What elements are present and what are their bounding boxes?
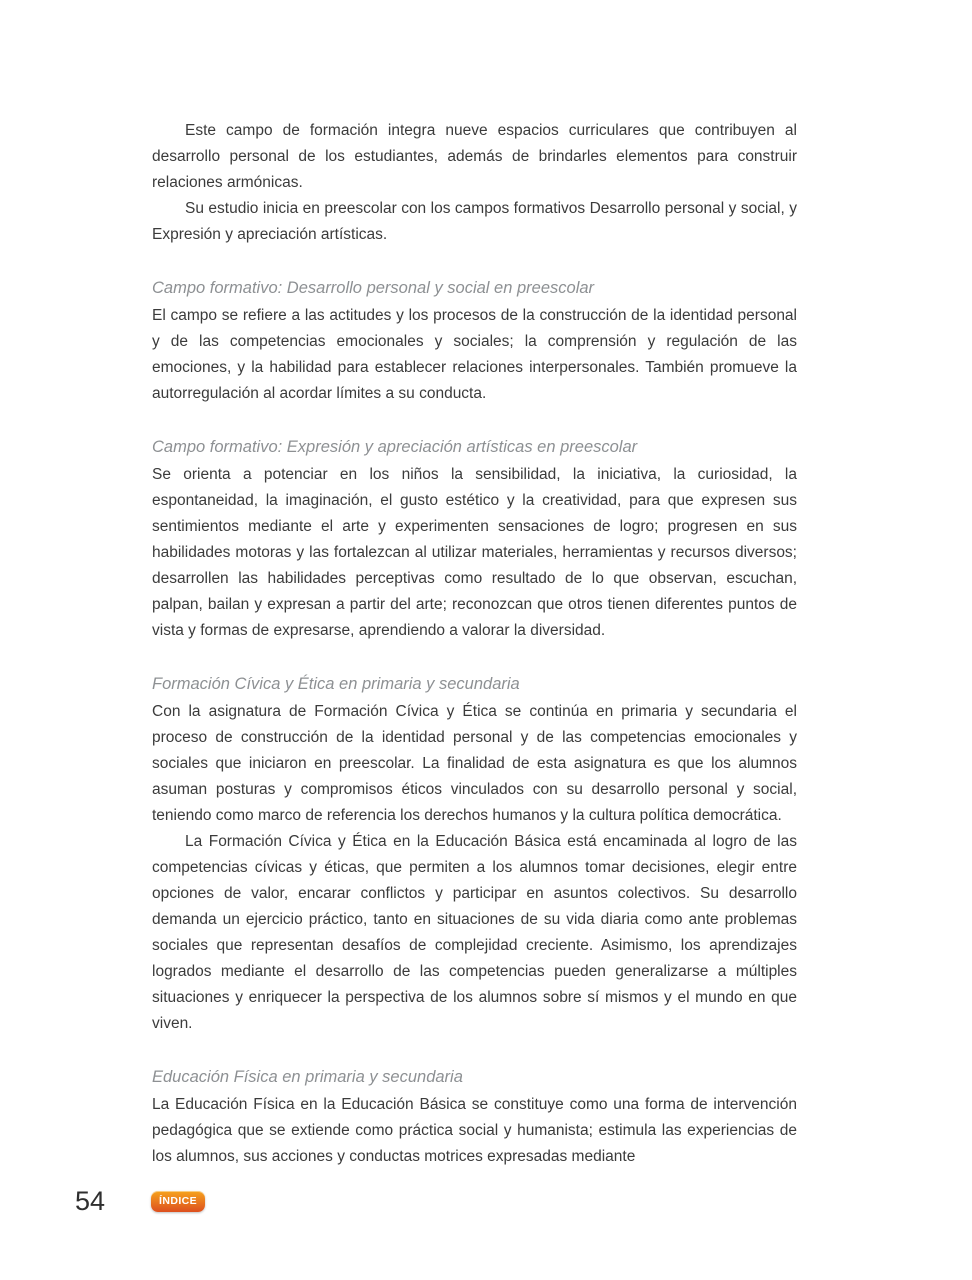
section-paragraph: La Formación Cívica y Ética en la Educación Básica está encaminada al logro de las competencias cívicas y éticas, que permiten a los alumnos tomar decisiones, elegir entre opciones de valor, encarar conflictos y participar en asuntos colectivos. Su desarrollo demanda un ejercicio práctico, tanto en situaciones de su vida diaria como ante problemas sociales que representan desafíos de complejidad creciente. Asimismo, los aprendizajes logrados mediante el desarrollo de las competencias pueden generalizarse a múltiples situaciones y enriquecer la perspectiva de los alumnos sobre sí mismos y el mundo en que viven.: [152, 833, 797, 1032]
section-heading-formacion-civica: Formación Cívica y Ética en primaria y secundaria: [152, 675, 520, 693]
page-footer: [75, 1186, 205, 1217]
intro-paragraph: Su estudio inicia en preescolar con los campos formativos Desarrollo personal y social, y Expresión y apreciación artísticas.: [152, 200, 797, 243]
page-content: [152, 118, 797, 1170]
section-paragraph: Con la asignatura de Formación Cívica y Ética se continúa en primaria y secundaria el proceso de construcción de la identidad personal y de las competencias emocionales y sociales que iniciaron en preescolar. La finalidad de esta asignatura es que los alumnos asuman posturas y compromisos éticos vinculados con su desarrollo personal y social, teniendo como marco de referencia los derechos humanos y la cultura política democrática.: [152, 703, 797, 824]
section-paragraph: Se orienta a potenciar en los niños la sensibilidad, la iniciativa, la curiosidad, la espontaneidad, la imaginación, el gusto estético y la creatividad, para que expresen sus sentimientos mediante el arte y experimenten sensaciones de logro; progresen en sus habilidades motoras y las fortalezcan al utilizar materiales, herramientas y recursos diversos; desarrollen las habilidades perceptivas como resultado de lo que observan, escuchan, palpan, bailan y expresan a partir del arte; reconozcan que otros tienen diferentes puntos de vista y formas de expresarse, aprendiendo a valorar la diversidad.: [152, 466, 797, 639]
page-number: 54: [75, 1186, 106, 1216]
intro-paragraph: Este campo de formación integra nueve espacios curriculares que contribuyen al desarrollo personal de los estudiantes, además de brindarles elementos para construir relaciones armónicas.: [152, 122, 797, 191]
section-heading-expresion-artistica: Campo formativo: Expresión y apreciación artísticas en preescolar: [152, 438, 638, 456]
section-paragraph: El campo se refiere a las actitudes y los procesos de la construcción de la identidad personal y de las competencias emocionales y sociales; la comprensión y regulación de las emociones, y la habilidad para establecer relaciones interpersonales. También promueve la autorregulación al acordar límites a su conducta.: [152, 307, 797, 402]
section-paragraph: La Educación Física en la Educación Básica se constituye como una forma de intervención pedagógica que se extiende como práctica social y humanista; estimula las experiencias de los alumnos, sus acciones y conductas motrices expresadas mediante: [152, 1096, 797, 1165]
indice-button[interactable]: ÍNDICE: [151, 1191, 205, 1212]
section-heading-educacion-fisica: Educación Física en primaria y secundaria: [152, 1068, 463, 1086]
section-heading-desarrollo-personal: Campo formativo: Desarrollo personal y social en preescolar: [152, 279, 595, 297]
